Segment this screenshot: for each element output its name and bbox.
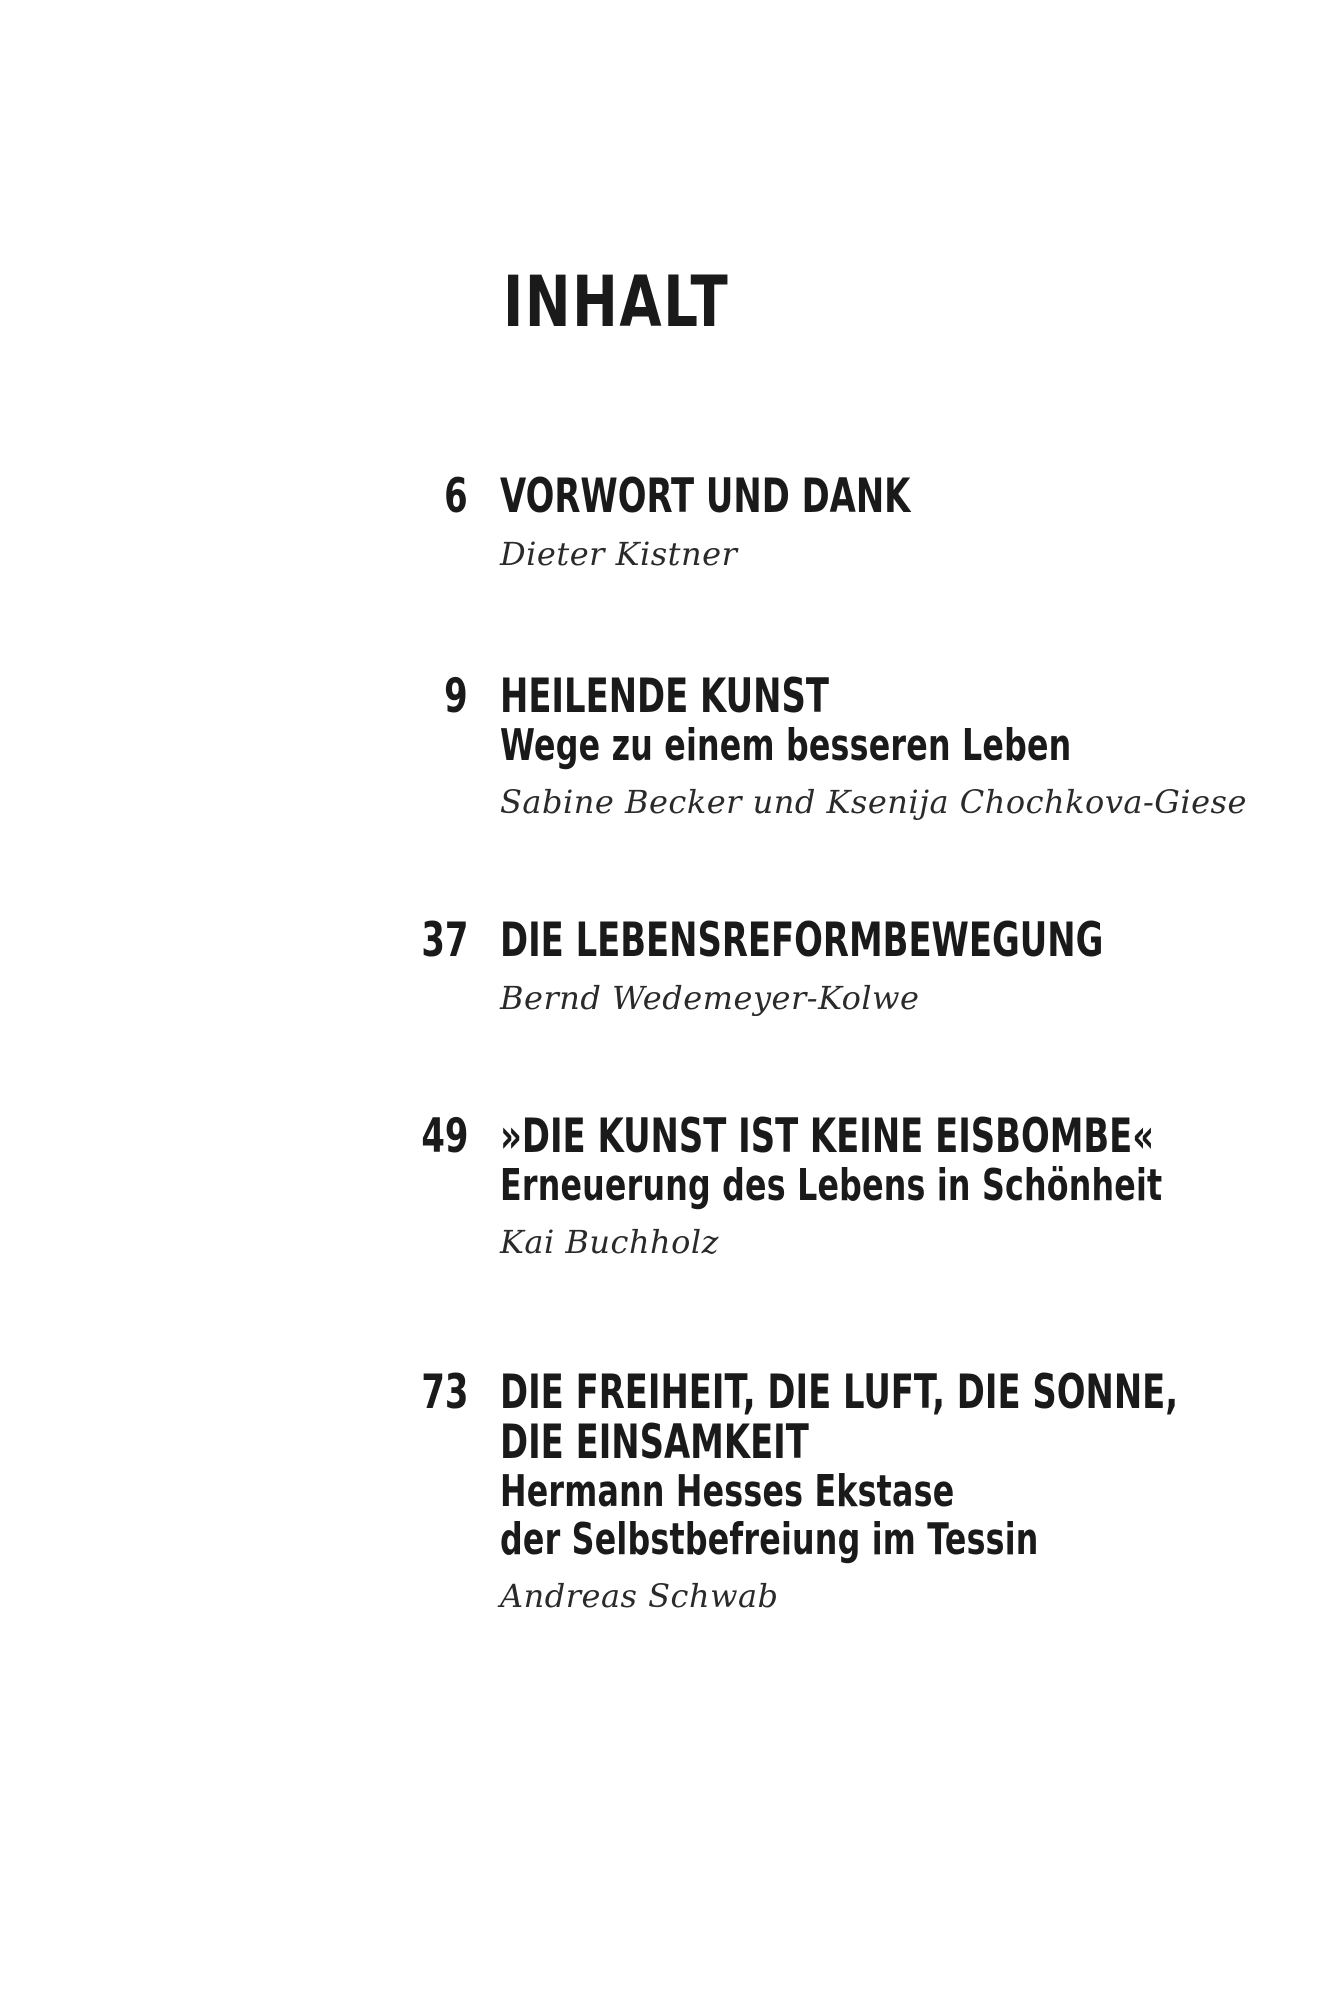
toc-page-number: 9 [444,669,468,724]
toc-page-number: 37 [420,913,468,968]
toc-subtitle-line: Wege zu einem besseren Leben [500,720,1072,771]
toc-author: Dieter Kistner [500,535,738,573]
toc-title [500,913,1104,968]
toc-title-line: DIE FREIHEIT, DIE LUFT, DIE SONNE, [500,1365,1179,1420]
toc-page-number: 6 [444,469,468,524]
toc-title [500,1109,1162,1164]
toc-entry-body [500,1365,1334,1616]
toc-subtitle-line: Erneuerung des Lebens in Schönheit [500,1160,1163,1211]
toc-title [500,1365,1179,1470]
toc-title-line: VORWORT UND DANK [500,469,911,524]
toc-subtitle [500,1162,1162,1210]
toc-title-line: »DIE KUNST IST KEINE EISBOMBE« [500,1109,1155,1164]
toc-title [500,469,911,524]
toc-author: Bernd Wedemeyer-Kolwe [500,979,920,1017]
toc-entry-body [500,669,1294,822]
toc-subtitle-line: der Selbstbefreiung im Tessin [500,1514,1039,1565]
toc-entry-body [500,469,1070,574]
toc-title-line: DIE EINSAMKEIT [500,1415,809,1470]
toc-subtitle [500,722,1071,770]
toc-title [500,669,1071,724]
toc-subtitle [500,1468,1178,1564]
toc-page-number: 73 [420,1365,468,1420]
toc-subtitle-line: Hermann Hesses Ekstase [500,1466,955,1517]
toc-author: Andreas Schwab [500,1577,779,1615]
toc-author: Kai Buchholz [500,1223,720,1261]
toc-entry-body [500,913,1334,1018]
toc-entry-body [500,1109,1334,1262]
toc-title-line: DIE LEBENSREFORMBEWEGUNG [500,913,1104,968]
page-title: INHALT [503,261,730,343]
toc-page-number: 49 [420,1109,468,1164]
toc-title-line: HEILENDE KUNST [500,669,829,724]
toc-author: Sabine Becker und Ksenija Chochkova-Giese [500,783,1247,821]
